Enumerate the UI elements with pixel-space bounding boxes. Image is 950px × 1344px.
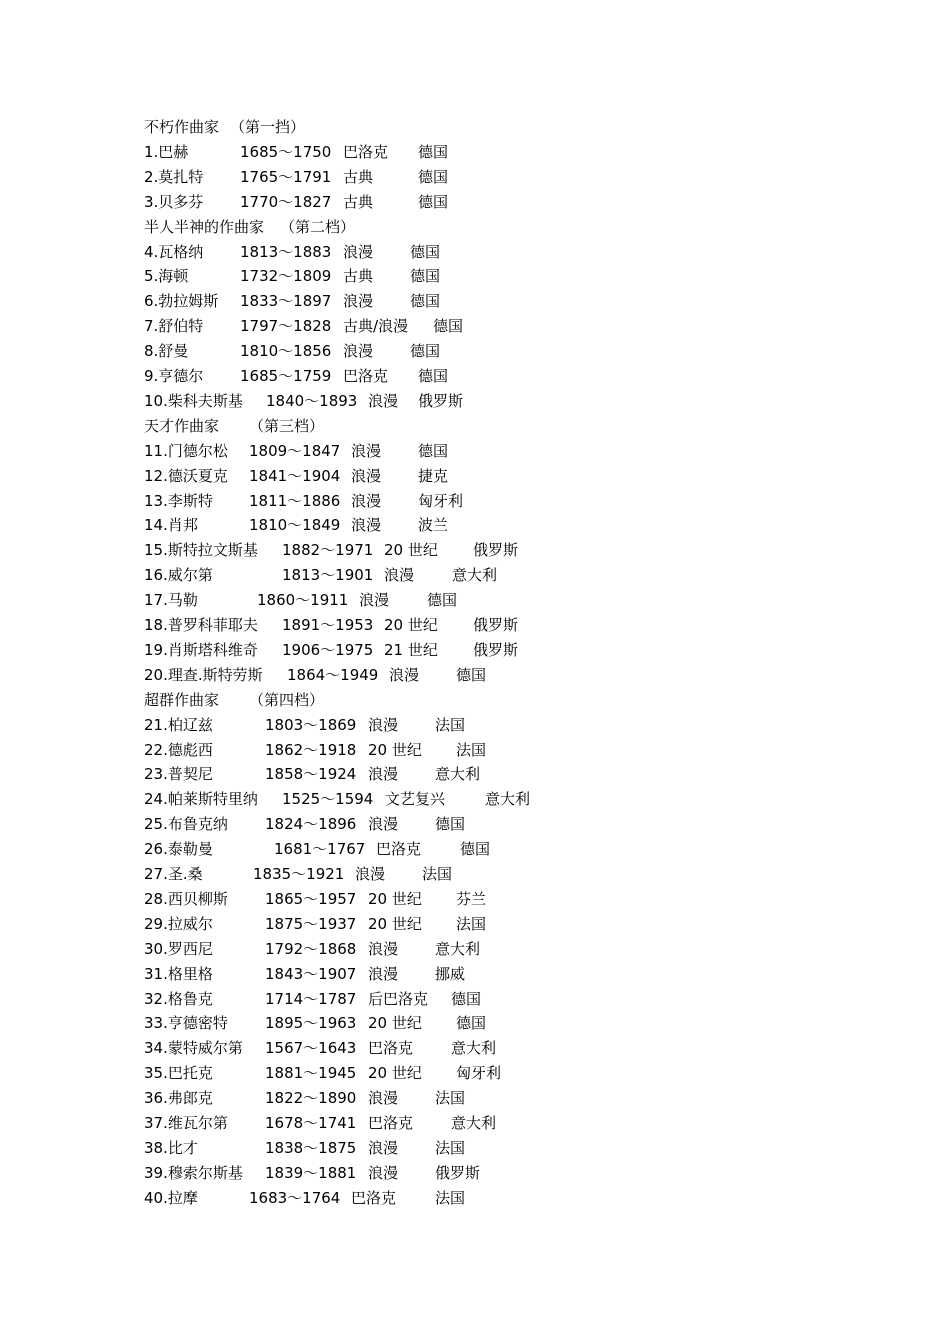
composer-country: 德国 xyxy=(451,989,482,1008)
composer-years: 1843～1907 xyxy=(265,964,357,983)
composer-years: 1895～1963 xyxy=(265,1014,357,1033)
composer-row xyxy=(0,513,950,537)
composer-name: 40.拉摩 xyxy=(144,1188,198,1207)
composer-years: 1770～1827 xyxy=(240,192,332,211)
composer-years: 1525～1594 xyxy=(282,790,374,809)
composer-period: 浪漫 xyxy=(355,865,386,883)
composer-row xyxy=(0,289,950,313)
composer-years: 1840～1893 xyxy=(266,391,358,410)
composer-name: 21.柏辽兹 xyxy=(144,715,213,734)
composer-period: 浪漫 xyxy=(368,765,399,784)
composer-years: 1822～1890 xyxy=(265,1089,357,1108)
composer-years: 1809～1847 xyxy=(249,441,341,460)
composer-years: 1858～1924 xyxy=(265,765,357,784)
composer-row xyxy=(0,190,950,214)
composer-country: 德国 xyxy=(456,665,487,684)
section-title: 半人半神的作曲家 xyxy=(144,217,265,236)
composer-row xyxy=(0,638,950,662)
composer-row xyxy=(0,762,950,786)
composer-period: 浪漫 xyxy=(351,441,382,460)
section-heading xyxy=(0,688,950,712)
composer-period: 浪漫 xyxy=(351,491,382,510)
composer-country: 德国 xyxy=(410,342,441,361)
composer-country: 德国 xyxy=(410,292,441,311)
composer-row xyxy=(0,389,950,413)
section-heading xyxy=(0,215,950,239)
composer-years: 1714～1787 xyxy=(265,989,357,1008)
composer-years: 1810～1849 xyxy=(249,516,341,535)
composer-name: 24.帕莱斯特里纳 xyxy=(144,790,258,809)
composer-country: 俄罗斯 xyxy=(473,640,519,659)
composer-name: 15.斯特拉文斯基 xyxy=(144,541,258,560)
composer-years: 1824～1896 xyxy=(265,815,357,834)
composer-row xyxy=(0,1061,950,1085)
composer-country: 法国 xyxy=(456,740,487,759)
composer-period: 浪漫 xyxy=(351,466,382,485)
composer-name: 25.布鲁克纳 xyxy=(144,815,228,834)
composer-country: 意大利 xyxy=(485,790,531,809)
composer-period: 20 世纪 xyxy=(368,1014,422,1033)
composer-name: 29.拉威尔 xyxy=(144,914,213,933)
section-heading xyxy=(0,414,950,438)
composer-period: 20 世纪 xyxy=(384,616,438,634)
composer-period: 浪漫 xyxy=(368,815,399,834)
composer-period: 巴洛克 xyxy=(343,142,389,161)
composer-country: 法国 xyxy=(435,1188,466,1207)
composer-country: 德国 xyxy=(418,142,449,161)
composer-period: 巴洛克 xyxy=(376,840,422,859)
composer-country: 法国 xyxy=(422,865,453,883)
composer-row xyxy=(0,264,950,288)
composer-name: 13.李斯特 xyxy=(144,491,213,510)
composer-row xyxy=(0,663,950,687)
composer-name: 7.舒伯特 xyxy=(144,317,204,336)
composer-years: 1685～1759 xyxy=(240,367,332,385)
composer-period: 浪漫 xyxy=(368,1138,399,1157)
composer-years: 1803～1869 xyxy=(265,715,357,734)
composer-row xyxy=(0,613,950,637)
composer-name: 36.弗郎克 xyxy=(144,1089,213,1108)
composer-period: 浪漫 xyxy=(384,566,415,585)
composer-country: 德国 xyxy=(418,441,449,460)
composer-name: 38.比才 xyxy=(144,1138,198,1157)
composer-row xyxy=(0,962,950,986)
composer-country: 德国 xyxy=(456,1014,487,1033)
composer-years: 1685～1750 xyxy=(240,142,332,161)
composer-row xyxy=(0,588,950,612)
composer-name: 6.勃拉姆斯 xyxy=(144,292,219,311)
composer-name: 33.亨德密特 xyxy=(144,1014,228,1033)
composer-row xyxy=(0,240,950,264)
composer-period: 浪漫 xyxy=(368,964,399,983)
composer-period: 古典/浪漫 xyxy=(343,317,409,336)
composer-name: 10.柴科夫斯基 xyxy=(144,391,243,410)
composer-years: 1567～1643 xyxy=(265,1039,357,1058)
composer-years: 1862～1918 xyxy=(265,740,357,759)
composer-years: 1681～1767 xyxy=(274,840,366,859)
composer-period: 浪漫 xyxy=(368,1089,399,1108)
composer-period: 巴洛克 xyxy=(368,1039,414,1058)
composer-years: 1678～1741 xyxy=(265,1114,357,1132)
composer-row xyxy=(0,314,950,338)
composer-period: 巴洛克 xyxy=(343,367,389,385)
composer-years: 1792～1868 xyxy=(265,939,357,958)
composer-period: 浪漫 xyxy=(359,591,390,610)
composer-period: 浪漫 xyxy=(368,715,399,734)
composer-period: 巴洛克 xyxy=(351,1188,397,1207)
composer-country: 捷克 xyxy=(418,466,449,485)
composer-country: 德国 xyxy=(460,840,491,859)
composer-period: 浪漫 xyxy=(368,939,399,958)
composer-row xyxy=(0,1011,950,1035)
composer-years: 1881～1945 xyxy=(265,1064,357,1083)
composer-row xyxy=(0,1136,950,1160)
composer-years: 1683～1764 xyxy=(249,1188,341,1207)
composer-years: 1811～1886 xyxy=(249,491,341,510)
composer-years: 1839～1881 xyxy=(265,1163,357,1182)
composer-country: 德国 xyxy=(435,815,466,834)
section-title: 不朽作曲家 xyxy=(144,118,220,136)
composer-period: 浪漫 xyxy=(389,665,420,684)
composer-country: 匈牙利 xyxy=(456,1064,502,1083)
composer-row xyxy=(0,140,950,164)
composer-row xyxy=(0,1111,950,1135)
composer-period: 古典 xyxy=(343,267,374,286)
composer-country: 德国 xyxy=(410,267,441,286)
composer-period: 浪漫 xyxy=(343,242,374,261)
composer-name: 37.维瓦尔第 xyxy=(144,1114,228,1132)
composer-name: 1.巴赫 xyxy=(144,142,189,161)
composer-name: 11.门德尔松 xyxy=(144,441,228,460)
section-heading xyxy=(0,115,950,139)
composer-name: 3.贝多芬 xyxy=(144,192,204,211)
composer-years: 1875～1937 xyxy=(265,914,357,933)
section-tier: （第一挡） xyxy=(230,118,306,136)
composer-name: 34.蒙特威尔第 xyxy=(144,1039,243,1058)
composer-row xyxy=(0,464,950,488)
composer-name: 20.理查.斯特劳斯 xyxy=(144,665,263,684)
section-tier: （第二档） xyxy=(280,217,356,236)
composer-country: 法国 xyxy=(435,1089,466,1108)
composer-name: 35.巴托克 xyxy=(144,1064,213,1083)
composer-row xyxy=(0,862,950,886)
composer-row xyxy=(0,1161,950,1185)
composer-years: 1765～1791 xyxy=(240,167,332,186)
composer-period: 21 世纪 xyxy=(384,640,438,659)
composer-country: 意大利 xyxy=(452,566,498,585)
composer-row xyxy=(0,489,950,513)
composer-row xyxy=(0,887,950,911)
composer-period: 浪漫 xyxy=(343,342,374,361)
composer-country: 法国 xyxy=(435,1138,466,1157)
composer-name: 12.德沃夏克 xyxy=(144,466,228,485)
composer-name: 16.威尔第 xyxy=(144,566,213,585)
composer-period: 古典 xyxy=(343,167,374,186)
composer-name: 5.海顿 xyxy=(144,267,189,286)
composer-country: 波兰 xyxy=(418,516,449,535)
composer-country: 意大利 xyxy=(451,1114,497,1132)
composer-row xyxy=(0,837,950,861)
composer-period: 20 世纪 xyxy=(368,1064,422,1083)
composer-years: 1833～1897 xyxy=(240,292,332,311)
composer-years: 1838～1875 xyxy=(265,1138,357,1157)
composer-years: 1813～1901 xyxy=(282,566,374,585)
composer-years: 1813～1883 xyxy=(240,242,332,261)
composer-years: 1882～1971 xyxy=(282,541,374,560)
composer-country: 俄罗斯 xyxy=(473,541,519,560)
composer-name: 30.罗西尼 xyxy=(144,939,213,958)
composer-country: 法国 xyxy=(456,914,487,933)
composer-period: 浪漫 xyxy=(368,391,399,410)
composer-years: 1860～1911 xyxy=(257,591,349,610)
composer-row xyxy=(0,812,950,836)
composer-row xyxy=(0,1036,950,1060)
composer-country: 意大利 xyxy=(435,939,481,958)
composer-name: 2.莫扎特 xyxy=(144,167,204,186)
composer-country: 法国 xyxy=(435,715,466,734)
composer-name: 31.格里格 xyxy=(144,964,213,983)
composer-country: 德国 xyxy=(418,367,449,385)
composer-row xyxy=(0,912,950,936)
composer-name: 8.舒曼 xyxy=(144,342,189,361)
composer-row xyxy=(0,738,950,762)
composer-name: 4.瓦格纳 xyxy=(144,242,204,261)
composer-name: 19.肖斯塔科维奇 xyxy=(144,640,258,659)
composer-country: 德国 xyxy=(418,192,449,211)
composer-country: 德国 xyxy=(427,591,458,610)
composer-country: 挪威 xyxy=(435,964,466,983)
section-tier: （第四档） xyxy=(249,690,325,709)
section-title: 天才作曲家 xyxy=(144,416,220,435)
composer-period: 20 世纪 xyxy=(384,541,438,560)
composer-country: 俄罗斯 xyxy=(435,1163,481,1182)
section-tier: （第三档） xyxy=(249,416,325,435)
composer-name: 18.普罗科菲耶夫 xyxy=(144,616,258,634)
composer-period: 古典 xyxy=(343,192,374,211)
section-title: 超群作曲家 xyxy=(144,690,220,709)
composer-years: 1810～1856 xyxy=(240,342,332,361)
composer-row xyxy=(0,1086,950,1110)
composer-row xyxy=(0,165,950,189)
composer-name: 9.亨德尔 xyxy=(144,367,204,385)
composer-country: 意大利 xyxy=(435,765,481,784)
composer-period: 浪漫 xyxy=(343,292,374,311)
composer-name: 23.普契尼 xyxy=(144,765,213,784)
composer-period: 20 世纪 xyxy=(368,889,422,908)
composer-period: 浪漫 xyxy=(368,1163,399,1182)
composer-country: 芬兰 xyxy=(456,889,487,908)
composer-row xyxy=(0,538,950,562)
composer-period: 20 世纪 xyxy=(368,914,422,933)
composer-row xyxy=(0,364,950,388)
composer-period: 文艺复兴 xyxy=(385,790,446,809)
composer-years: 1732～1809 xyxy=(240,267,332,286)
composer-name: 27.圣.桑 xyxy=(144,865,203,883)
composer-row xyxy=(0,937,950,961)
composer-years: 1891～1953 xyxy=(282,616,374,634)
composer-years: 1841～1904 xyxy=(249,466,341,485)
composer-row xyxy=(0,713,950,737)
composer-country: 德国 xyxy=(410,242,441,261)
composer-country: 德国 xyxy=(433,317,464,336)
composer-years: 1797～1828 xyxy=(240,317,332,336)
composer-period: 20 世纪 xyxy=(368,740,422,759)
composer-country: 德国 xyxy=(418,167,449,186)
composer-country: 意大利 xyxy=(451,1039,497,1058)
composer-years: 1864～1949 xyxy=(287,665,379,684)
composer-years: 1865～1957 xyxy=(265,889,357,908)
composer-row xyxy=(0,1186,950,1210)
composer-years: 1835～1921 xyxy=(253,865,345,883)
composer-name: 39.穆索尔斯基 xyxy=(144,1163,243,1182)
composer-row xyxy=(0,987,950,1011)
composer-name: 28.西贝柳斯 xyxy=(144,889,228,908)
composer-name: 17.马勒 xyxy=(144,591,198,610)
composer-country: 俄罗斯 xyxy=(473,616,519,634)
composer-country: 俄罗斯 xyxy=(418,391,464,410)
composer-row xyxy=(0,563,950,587)
composer-period: 后巴洛克 xyxy=(368,989,429,1008)
composer-name: 32.格鲁克 xyxy=(144,989,213,1008)
composer-country: 匈牙利 xyxy=(418,491,464,510)
composer-name: 22.德彪西 xyxy=(144,740,213,759)
composer-years: 1906～1975 xyxy=(282,640,374,659)
composer-name: 14.肖邦 xyxy=(144,516,198,535)
composer-period: 浪漫 xyxy=(351,516,382,535)
composer-row xyxy=(0,339,950,363)
composer-row xyxy=(0,787,950,811)
composer-row xyxy=(0,439,950,463)
composer-period: 巴洛克 xyxy=(368,1114,414,1132)
composer-name: 26.泰勒曼 xyxy=(144,840,213,859)
